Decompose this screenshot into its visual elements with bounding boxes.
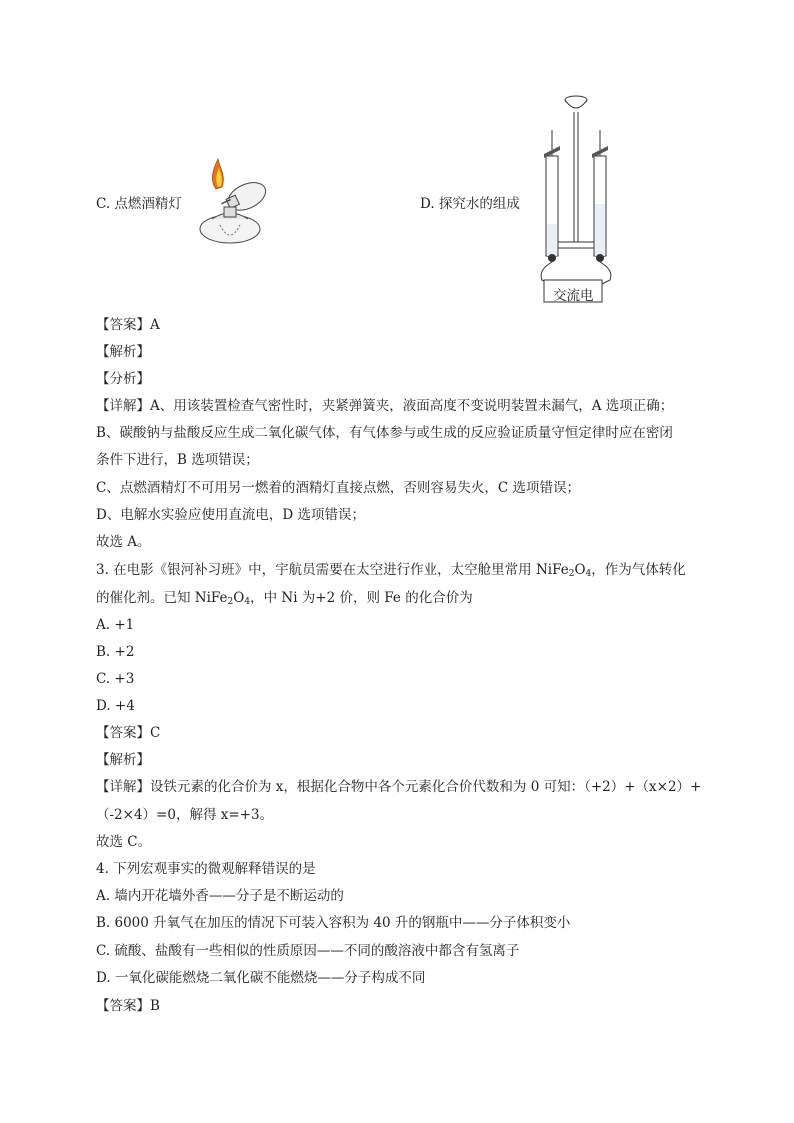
q3-stem-2-tail: ，中 Ni 为+2 价，则 Fe 的化合价为: [250, 590, 473, 606]
q3-option-d: D. +4: [96, 698, 135, 714]
q2-detail-line-3: 条件下进行，B 选项错误；: [96, 452, 259, 468]
q3-option-b: B. +2: [96, 644, 135, 660]
q2-detail-line-1: 【详解】A、用该装置检查气密性时，夹紧弹簧夹，液面高度不变说明装置未漏气，A 选项正确；: [96, 398, 674, 414]
alcohol-lamp-illustration: [190, 155, 270, 247]
q3-formula-sub-o: 4: [585, 569, 592, 579]
electrolysis-apparatus-illustration: [528, 94, 624, 304]
q2-detail-line-5: D、电解水实验应使用直流电，D 选项错误；: [96, 507, 365, 523]
q2-answer: 【答案】A: [96, 317, 160, 333]
option-d-label: D. 探究水的组成: [420, 196, 520, 212]
q2-detail-line-2: B、碳酸钠与盐酸反应生成二氧化碳气体，有气体参与或生成的反应验证质量守恒定律时应在密闭: [96, 425, 673, 441]
q3-stem-line-2: [96, 589, 473, 611]
q3-formula-sub-fe: 2: [568, 569, 575, 579]
q3-conclusion: 故选 C。: [96, 834, 152, 850]
q4-answer: 【答案】B: [96, 998, 160, 1014]
q4-stem: 4. 下列宏观事实的微观解释错误的是: [96, 861, 316, 877]
q3-analysis-heading: 【解析】: [96, 752, 150, 768]
q3-formula-o: O: [574, 562, 586, 578]
q3-formula2-sub-fe: 2: [227, 597, 234, 607]
q2-analysis-heading: 【解析】: [96, 344, 150, 360]
q2-fenxi-heading: 【分析】: [96, 371, 150, 387]
q2-conclusion: 故选 A。: [96, 534, 151, 550]
option-c-label: C. 点燃酒精灯: [96, 196, 182, 212]
power-source-label: 交流电: [553, 288, 594, 304]
q3-answer: 【答案】C: [96, 725, 161, 741]
q3-stem-1-tail: ，作为气体转化: [591, 562, 686, 578]
q3-detail-line-1: 【详解】设铁元素的化合价为 x，根据化合物中各个元素化合价代数和为 0 可知：（+2）+（x×2）+: [96, 779, 702, 795]
q3-formula2-sub-o: 4: [244, 597, 251, 607]
q3-option-a: A. +1: [96, 617, 135, 633]
q4-option-c: C. 硫酸、盐酸有一些相似的性质原因——不同的酸溶液中都含有氢离子: [96, 943, 520, 959]
q3-stem-1-text: 3. 在电影《银河补习班》中，宇航员需要在太空进行作业，太空舱里常用 NiFe: [96, 562, 569, 578]
q4-option-d: D. 一氧化碳能燃烧二氧化碳不能燃烧——分子构成不同: [96, 970, 426, 986]
q3-option-c: C. +3: [96, 671, 135, 687]
q3-formula2-o: O: [233, 590, 245, 606]
q4-option-a: A. 墙内开花墙外香——分子是不断运动的: [96, 888, 344, 904]
q4-option-b: B. 6000 升氧气在加压的情况下可装入容积为 40 升的钢瓶中——分子体积变小: [96, 915, 571, 931]
q3-stem-2-text: 的催化剂。已知 NiFe: [96, 590, 228, 606]
q3-stem-line-1: [96, 561, 686, 583]
q2-detail-line-4: C、点燃酒精灯不可用另一燃着的酒精灯直接点燃，否则容易失火，C 选项错误；: [96, 480, 580, 496]
q3-detail-line-2: （-2×4）=0，解得 x=+3。: [96, 807, 274, 823]
